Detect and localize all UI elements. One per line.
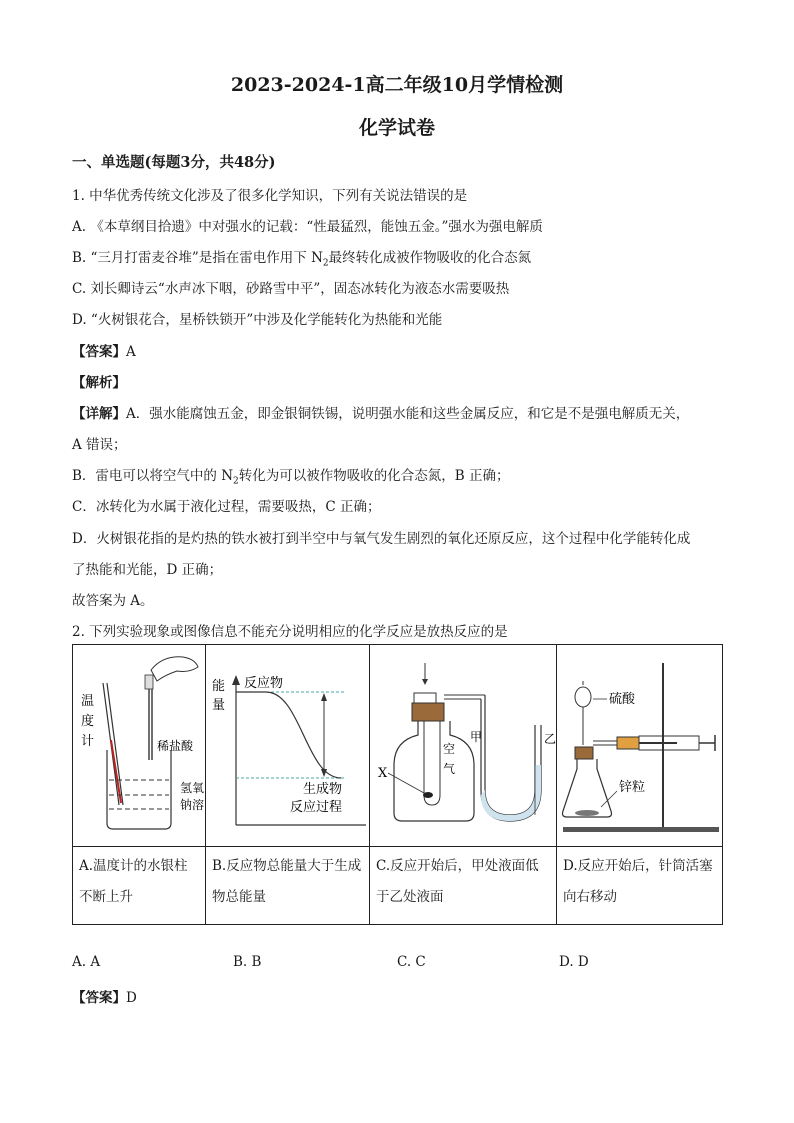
q1-option-a: A. 《本草纲目拾遗》中对强水的记载：“性最猛烈，能蚀五金。”强水为强电解质	[72, 219, 543, 235]
figure-d-flask-syringe	[557, 645, 723, 842]
label-air-1: 空	[443, 742, 456, 756]
q1-answer: 【答案】A	[72, 344, 136, 360]
q1-detail-a: 【详解】A．强水能腐蚀五金，即金银铜铁锡，说明强水能和这些金属反应，和它是不是强电解质无关，	[72, 406, 690, 422]
label-jia: 甲	[470, 730, 483, 744]
label-yi: 乙	[544, 732, 557, 746]
q1-detail-c: C．冰转化为水属于液化过程，需要吸热，C 正确；	[72, 499, 381, 515]
q2-answer: 【答案】D	[72, 990, 137, 1006]
figure-a-cell	[73, 645, 206, 847]
caption-a: A.温度计的水银柱不断上升	[73, 847, 206, 925]
figure-b-cell	[206, 645, 370, 847]
q1-option-d: D. “火树银花合，星桥铁锁开”中涉及化学能转化为热能和光能	[72, 312, 443, 328]
label-wen: 温	[81, 694, 95, 709]
label-ji: 计	[81, 734, 95, 749]
q1-stem: 1. 中华优秀传统文化涉及了很多化学知识，下列有关说法错误的是	[72, 188, 468, 204]
axis-label-process: 反应过程	[290, 800, 343, 815]
q1-detail-d: D．火树银花指的是灼热的铁水被打到半空中与氧气发生剧烈的氧化还原反应，这个过程中化学能转化成	[72, 531, 691, 547]
q1-option-b: B. “三月打雷麦谷堆”是指在雷电作用下 $N_2$最终转化成被作物吸收的化合态氮	[72, 250, 532, 269]
label-naoh-2: 钠溶	[180, 798, 205, 812]
label-naoh-1: 氢氧	[180, 781, 205, 795]
label-sulfuric-acid: 硫酸	[609, 692, 636, 707]
figure-c-cell	[370, 645, 557, 847]
label-reactant: 反应物	[244, 676, 284, 691]
q1-detail-b: B．雷电可以将空气中的 $N_2$转化为可以被作物吸收的化合态氮，B 正确；	[72, 468, 510, 487]
figure-a-thermometer-beaker	[73, 645, 206, 842]
label-air-2: 气	[443, 762, 456, 776]
q2-option-a: A. A	[72, 954, 101, 970]
q2-option-c: C. C	[397, 954, 426, 970]
q1-analysis-tag: 【解析】	[72, 375, 126, 391]
page-title: 2023-2024-1高二年级10月学情检测	[230, 74, 564, 96]
q2-figure-table	[72, 644, 723, 925]
label-du: 度	[81, 714, 95, 729]
page-subtitle: 化学试卷	[358, 117, 435, 139]
figure-c-flask-u-tube	[370, 645, 557, 842]
q2-option-d: D. D	[559, 954, 589, 970]
q1-option-c: C. 刘长卿诗云“水声冰下咽，砂路雪中平”，固态冰转化为液态水需要吸热	[72, 281, 510, 297]
label-x: X	[378, 766, 388, 781]
figure-d-cell	[557, 645, 723, 847]
figure-b-energy-diagram	[206, 645, 370, 842]
label-product: 生成物	[303, 782, 343, 797]
caption-c: C.反应开始后，甲处液面低于乙处液面	[370, 847, 557, 925]
axis-label-neng: 能	[212, 679, 226, 694]
q2-stem: 2. 下列实验现象或图像信息不能充分说明相应的化学反应是放热反应的是	[72, 624, 508, 640]
section-heading: 一、单选题(每题3分，共48分)	[72, 154, 276, 171]
q1-detail-a-cont: A 错误；	[72, 437, 127, 453]
caption-b: B.反应物总能量大于生成物总能量	[206, 847, 370, 925]
q1-detail-d-cont: 了热能和光能，D 正确；	[72, 562, 223, 578]
q2-option-b: B. B	[233, 954, 262, 970]
q1-conclusion: 故答案为 A。	[72, 593, 154, 609]
caption-d: D.反应开始后，针筒活塞向右移动	[557, 847, 723, 925]
axis-label-liang: 量	[212, 698, 226, 713]
label-dilute-hcl: 稀盐酸	[157, 739, 194, 753]
label-zinc: 锌粒	[619, 780, 646, 795]
